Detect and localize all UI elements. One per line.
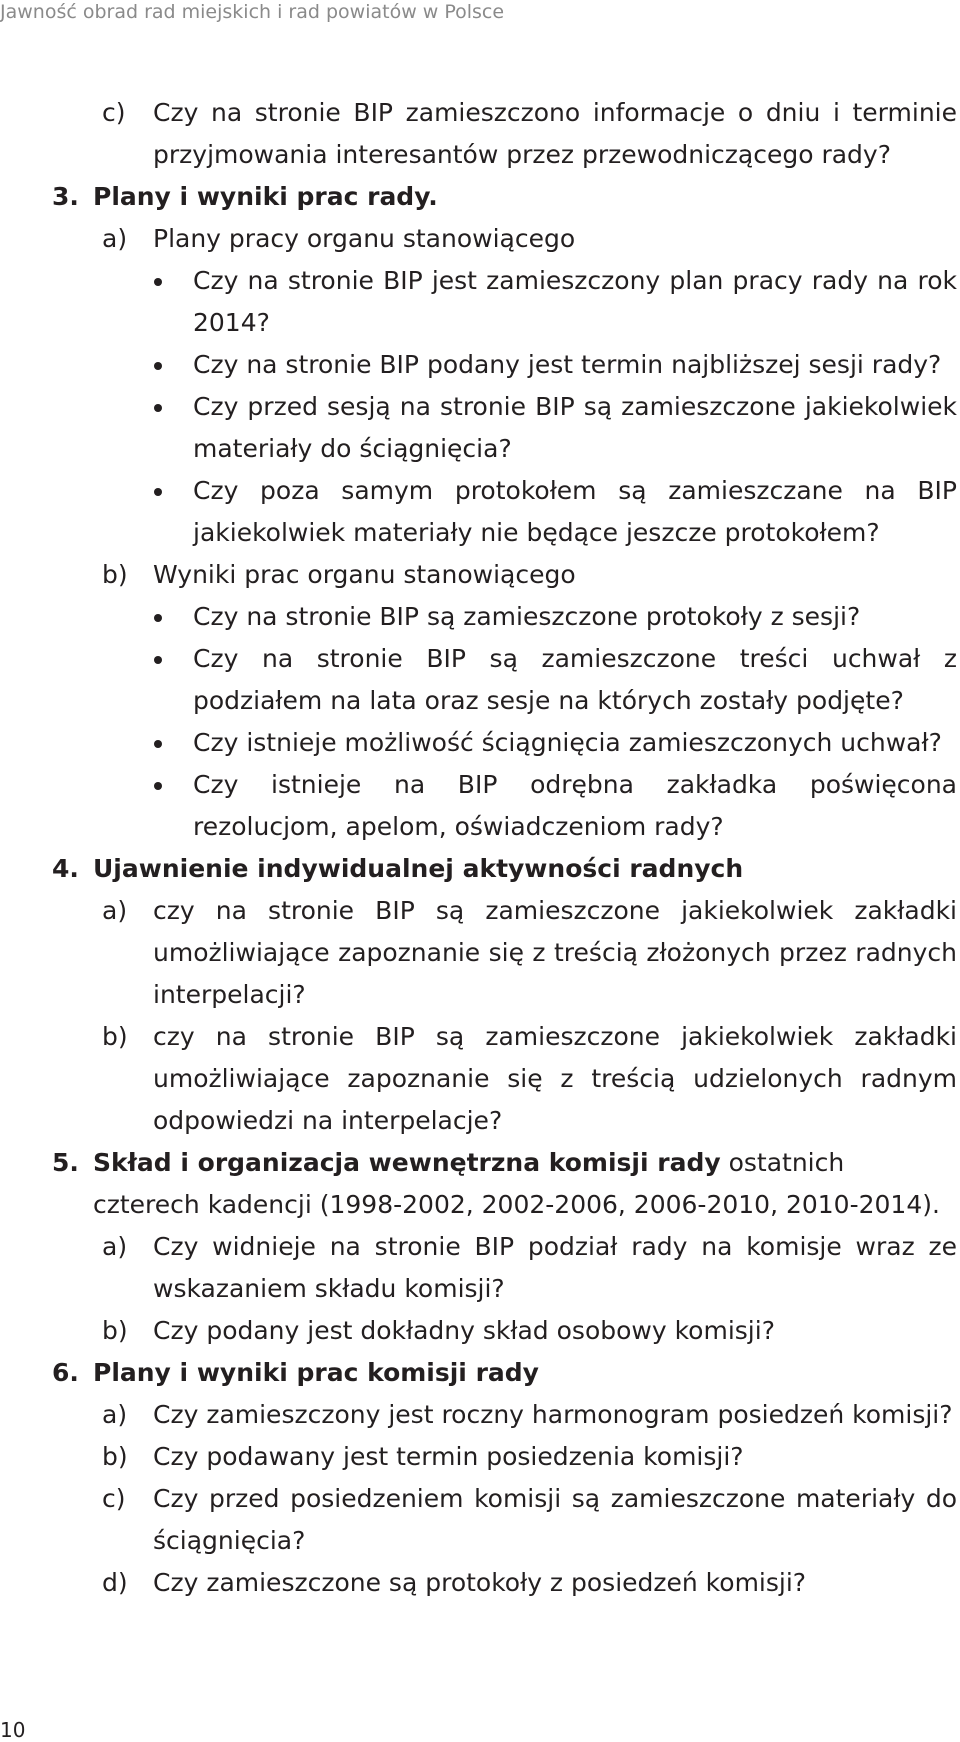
section-number: 6. (52, 1358, 79, 1387)
item-text: Czy na stronie BIP zamieszczono informacje o dniu i terminie przyjmowania interesantów przez przewodniczącego rady? (153, 98, 957, 169)
bullet-icon (154, 614, 162, 622)
bullet-icon (154, 404, 162, 412)
item-label: c) (102, 98, 126, 127)
section-3b (52, 554, 957, 596)
section-title-rest: ostatnich czterech kadencji (1998-2002, 2002-2006, 2006-2010, 2010-2014). (93, 1148, 940, 1219)
item-label: a) (102, 1232, 128, 1261)
bullet-item (52, 596, 957, 638)
bullet-text: Czy poza samym protokołem są zamieszczane na BIP jakiekolwiek materiały nie będące jeszcze protokołem? (193, 476, 957, 547)
bullet-item (52, 344, 957, 386)
section-5a (52, 1226, 957, 1310)
item-text: Czy podany jest dokładny skład osobowy komisji? (153, 1316, 775, 1345)
bullet-icon (154, 656, 162, 664)
section-6-heading (52, 1352, 957, 1394)
bullet-text: Czy przed sesją na stronie BIP są zamieszczone jakiekolwiek materiały do ściągnięcia? (193, 392, 957, 463)
item-label: c) (102, 1484, 126, 1513)
bullet-item (52, 260, 957, 344)
section-4-heading (52, 848, 957, 890)
section-5b (52, 1310, 957, 1352)
bullet-item (52, 764, 957, 848)
bullet-icon (154, 362, 162, 370)
item-label: a) (102, 896, 128, 925)
section-6d (52, 1562, 957, 1604)
section-4b (52, 1016, 957, 1142)
bullet-icon (154, 740, 162, 748)
section-6a (52, 1394, 957, 1436)
section-title: Skład i organizacja wewnętrzna komisji rady (93, 1148, 721, 1177)
section-title: Ujawnienie indywidualnej aktywności radnych (93, 854, 744, 883)
item-text: Czy zamieszczone są protokoły z posiedzeń komisji? (153, 1568, 807, 1597)
item-text: Czy podawany jest termin posiedzenia komisji? (153, 1442, 744, 1471)
bullet-item (52, 386, 957, 470)
section-number: 3. (52, 182, 79, 211)
item-text: Plany pracy organu stanowiącego (153, 224, 576, 253)
section-3a (52, 218, 957, 260)
item-label: b) (102, 1316, 128, 1345)
item-text: czy na stronie BIP są zamieszczone jakiekolwiek zakładki umożliwiające zapoznanie się z treścią udzielonych radnym odpowiedzi na interpelacje? (153, 1022, 957, 1135)
item-text: Czy widnieje na stronie BIP podział rady na komisje wraz ze wskazaniem składu komisji? (153, 1232, 957, 1303)
bullet-text: Czy istnieje możliwość ściągnięcia zamieszczonych uchwał? (193, 728, 942, 757)
item-label: b) (102, 1022, 128, 1051)
bullet-item (52, 470, 957, 554)
item-text: czy na stronie BIP są zamieszczone jakiekolwiek zakładki umożliwiające zapoznanie się z treścią złożonych przez radnych interpelacji? (153, 896, 957, 1009)
bullet-item (52, 638, 957, 722)
item-text: Wyniki prac organu stanowiącego (153, 560, 576, 589)
section-title: Plany i wyniki prac rady. (93, 182, 438, 211)
section-3-heading (52, 176, 957, 218)
bullet-text: Czy na stronie BIP jest zamieszczony plan pracy rady na rok 2014? (193, 266, 957, 337)
item-label: d) (102, 1568, 128, 1597)
section-4a (52, 890, 957, 1016)
section-number: 4. (52, 854, 79, 883)
item-text: Czy zamieszczony jest roczny harmonogram posiedzeń komisji? (153, 1400, 953, 1429)
bullet-text: Czy na stronie BIP są zamieszczone protokoły z sesji? (193, 602, 861, 631)
document-body (52, 92, 957, 1604)
bullet-icon (154, 782, 162, 790)
bullet-text: Czy na stronie BIP podany jest termin najbliższej sesji rady? (193, 350, 942, 379)
item-label: b) (102, 1442, 128, 1471)
bullet-icon (154, 278, 162, 286)
bullet-text: Czy na stronie BIP są zamieszczone treści uchwał z podziałem na lata oraz sesje na których zostały podjęte? (193, 644, 957, 715)
section-5-heading (52, 1142, 957, 1226)
section-number: 5. (52, 1148, 79, 1177)
page-number: 10 (0, 1718, 26, 1742)
question-2c (52, 92, 957, 176)
bullet-item (52, 722, 957, 764)
section-title: Plany i wyniki prac komisji rady (93, 1358, 539, 1387)
item-label: b) (102, 560, 128, 589)
item-text: Czy przed posiedzeniem komisji są zamieszczone materiały do ściągnięcia? (153, 1484, 957, 1555)
section-6b (52, 1436, 957, 1478)
bullet-icon (154, 488, 162, 496)
item-label: a) (102, 1400, 128, 1429)
bullet-text: Czy istnieje na BIP odrębna zakładka poświęcona rezolucjom, apelom, oświadczeniom rady? (193, 770, 957, 841)
section-6c (52, 1478, 957, 1562)
item-label: a) (102, 224, 128, 253)
running-header: Jawność obrad rad miejskich i rad powiatów w Polsce (0, 1, 505, 23)
